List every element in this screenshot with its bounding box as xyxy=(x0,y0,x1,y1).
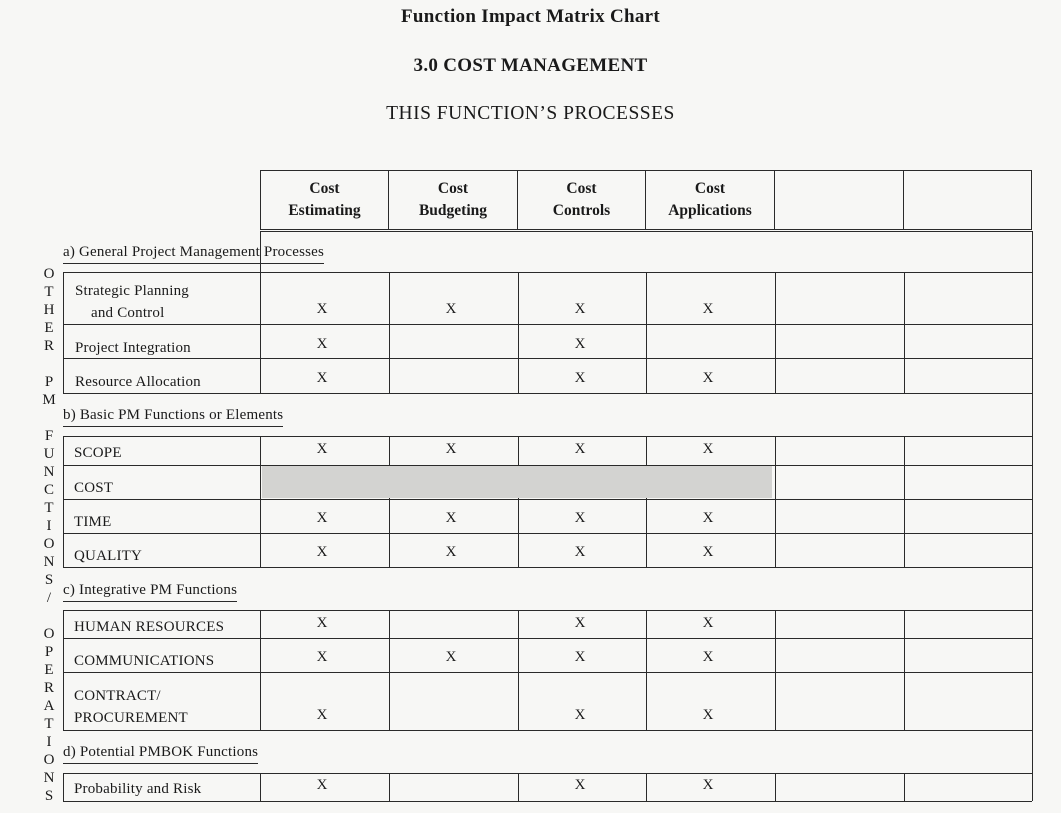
impact-mark: X xyxy=(445,441,457,457)
vertical-label-char: U xyxy=(43,446,55,462)
grid-line xyxy=(389,272,390,393)
grid-line xyxy=(904,610,905,730)
impact-mark: X xyxy=(574,336,586,352)
grid-line xyxy=(260,610,261,730)
row-label: Project Integration xyxy=(75,340,191,356)
grid-line xyxy=(63,324,1032,325)
impact-mark: X xyxy=(702,777,714,793)
vertical-label-char: E xyxy=(44,662,54,678)
vertical-label-char: P xyxy=(44,374,54,390)
grid-line xyxy=(646,272,647,393)
impact-mark: X xyxy=(574,544,586,560)
grid-line xyxy=(775,272,776,393)
row-label: QUALITY xyxy=(74,548,143,564)
grid-line xyxy=(904,272,905,393)
grid-line xyxy=(389,773,390,801)
grid-line xyxy=(260,272,261,393)
vertical-label-char: O xyxy=(43,266,55,282)
row-label: CONTRACT/ xyxy=(74,688,161,704)
impact-mark: X xyxy=(574,777,586,793)
grid-line xyxy=(389,436,390,567)
grid-line xyxy=(775,436,776,567)
impact-mark: X xyxy=(445,544,457,560)
vertical-label-char: H xyxy=(43,302,55,318)
grid-line xyxy=(63,773,1032,774)
impact-mark: X xyxy=(574,615,586,631)
grid-line xyxy=(775,773,776,801)
grid-line xyxy=(63,773,64,801)
grid-line xyxy=(1032,730,1033,773)
vertical-label-char: M xyxy=(42,392,56,408)
col-header-cost-estimating xyxy=(260,170,389,230)
impact-mark: X xyxy=(316,777,328,793)
impact-mark: X xyxy=(702,301,714,317)
impact-mark: X xyxy=(702,544,714,560)
vertical-label-char: S xyxy=(44,572,54,588)
impact-mark: X xyxy=(316,301,328,317)
grid-line xyxy=(260,436,261,567)
col-header-cost-controls xyxy=(518,170,646,230)
section-label-general: a) General Project Management Processes xyxy=(63,244,324,264)
row-label: TIME xyxy=(74,514,112,530)
row-label: COST xyxy=(74,480,114,496)
chart-subtitle: 3.0 COST MANAGEMENT xyxy=(413,55,648,76)
vertical-label-char: F xyxy=(44,428,54,444)
grid-line xyxy=(646,436,647,567)
grid-line xyxy=(1032,610,1033,730)
impact-mark: X xyxy=(445,301,457,317)
grid-line xyxy=(646,773,647,801)
grid-line xyxy=(518,610,519,730)
processes-caption: THIS FUNCTION’S PROCESSES xyxy=(386,103,675,124)
grid-line xyxy=(1032,393,1033,436)
grid-line xyxy=(646,610,647,730)
grid-line xyxy=(63,638,1032,639)
row-label: Probability and Risk xyxy=(74,781,202,797)
grid-line xyxy=(63,272,1032,273)
impact-mark: X xyxy=(316,336,328,352)
grid-line xyxy=(1032,231,1033,272)
vertical-label-char: P xyxy=(44,644,54,660)
vertical-label-char: T xyxy=(44,284,54,300)
impact-mark: X xyxy=(316,649,328,665)
vertical-label-char: N xyxy=(43,554,55,570)
grid-line xyxy=(260,231,1032,232)
grid-line xyxy=(1032,773,1033,801)
vertical-label-char: C xyxy=(43,482,54,498)
impact-mark: X xyxy=(702,649,714,665)
grid-line xyxy=(775,610,776,730)
section-label-pmbok: d) Potential PMBOK Functions xyxy=(63,744,258,764)
vertical-label-char: O xyxy=(43,536,55,552)
grid-line xyxy=(1032,436,1033,567)
row-label: PROCUREMENT xyxy=(74,710,188,726)
vertical-label-char: E xyxy=(44,320,54,336)
col-header-line1: Cost xyxy=(694,180,726,197)
impact-mark: X xyxy=(702,370,714,386)
grid-line xyxy=(63,499,1032,500)
grid-line xyxy=(63,801,1032,802)
grid-line xyxy=(63,436,64,567)
col-header-line1: Cost xyxy=(437,180,469,197)
impact-mark: X xyxy=(316,370,328,386)
col-header-line2: Applications xyxy=(668,202,752,219)
col-header-line2: Estimating xyxy=(288,202,361,219)
vertical-label-char: N xyxy=(43,464,55,480)
col-header-line2: Budgeting xyxy=(418,202,488,219)
vertical-label-char: O xyxy=(43,752,55,768)
impact-mark: X xyxy=(316,615,328,631)
vertical-label-char: R xyxy=(43,680,54,696)
impact-mark: X xyxy=(574,707,586,723)
row-label: SCOPE xyxy=(74,445,122,461)
grid-line xyxy=(1032,272,1033,393)
col-header-line1: Cost xyxy=(309,180,340,197)
vertical-label-char: R xyxy=(43,338,54,354)
impact-mark: X xyxy=(574,441,586,457)
impact-mark: X xyxy=(316,707,328,723)
row-label: Strategic Planning xyxy=(75,283,189,299)
impact-mark: X xyxy=(702,707,714,723)
col-header-cost-budgeting xyxy=(389,170,518,230)
section-label-integrative: c) Integrative PM Functions xyxy=(63,582,237,602)
impact-mark: X xyxy=(574,370,586,386)
impact-mark: X xyxy=(316,441,328,457)
grid-line xyxy=(1032,567,1033,610)
impact-mark: X xyxy=(445,649,457,665)
vertical-label-char: O xyxy=(43,626,55,642)
grid-line xyxy=(63,672,1032,673)
impact-mark: X xyxy=(702,510,714,526)
col-header-cost-applications xyxy=(646,170,775,230)
impact-mark: X xyxy=(445,510,457,526)
impact-mark: X xyxy=(316,544,328,560)
vertical-label-char: / xyxy=(46,590,52,606)
col-header-blank-6 xyxy=(904,170,1032,230)
vertical-label-char: T xyxy=(44,500,54,516)
col-header-blank-5 xyxy=(775,170,904,230)
row-label: Resource Allocation xyxy=(75,374,201,390)
grid-line xyxy=(63,358,1032,359)
grid-line xyxy=(63,610,64,730)
grid-line xyxy=(518,436,519,567)
row-label: HUMAN RESOURCES xyxy=(74,619,225,635)
grid-line xyxy=(370,393,1032,394)
grid-line xyxy=(904,773,905,801)
impact-mark: X xyxy=(574,649,586,665)
vertical-label-char: A xyxy=(43,698,55,714)
grid-line xyxy=(63,610,1032,611)
col-header-line1: Cost xyxy=(566,180,597,197)
impact-mark: X xyxy=(574,301,586,317)
col-header-line2: Controls xyxy=(552,202,611,219)
row-label: and Control xyxy=(91,305,165,321)
grid-line xyxy=(63,730,1032,731)
grid-line xyxy=(63,436,1032,437)
grid-line xyxy=(518,272,519,393)
vertical-label-char: N xyxy=(43,770,55,786)
vertical-label-char: S xyxy=(44,788,54,804)
grid-line xyxy=(63,567,1032,568)
grid-line xyxy=(260,773,261,801)
cost-row-shading xyxy=(262,466,772,498)
vertical-label-char: I xyxy=(46,734,52,750)
vertical-label-char: I xyxy=(46,518,52,534)
grid-line xyxy=(389,610,390,730)
grid-line xyxy=(63,272,64,393)
grid-line xyxy=(904,436,905,567)
chart-title: Function Impact Matrix Chart xyxy=(400,6,661,27)
grid-line xyxy=(63,533,1032,534)
impact-mark: X xyxy=(316,510,328,526)
impact-mark: X xyxy=(702,441,714,457)
section-label-basic: b) Basic PM Functions or Elements xyxy=(63,407,283,427)
impact-mark: X xyxy=(702,615,714,631)
impact-mark: X xyxy=(574,510,586,526)
vertical-label-char: T xyxy=(44,716,54,732)
grid-line xyxy=(518,773,519,801)
row-label: COMMUNICATIONS xyxy=(74,653,215,669)
